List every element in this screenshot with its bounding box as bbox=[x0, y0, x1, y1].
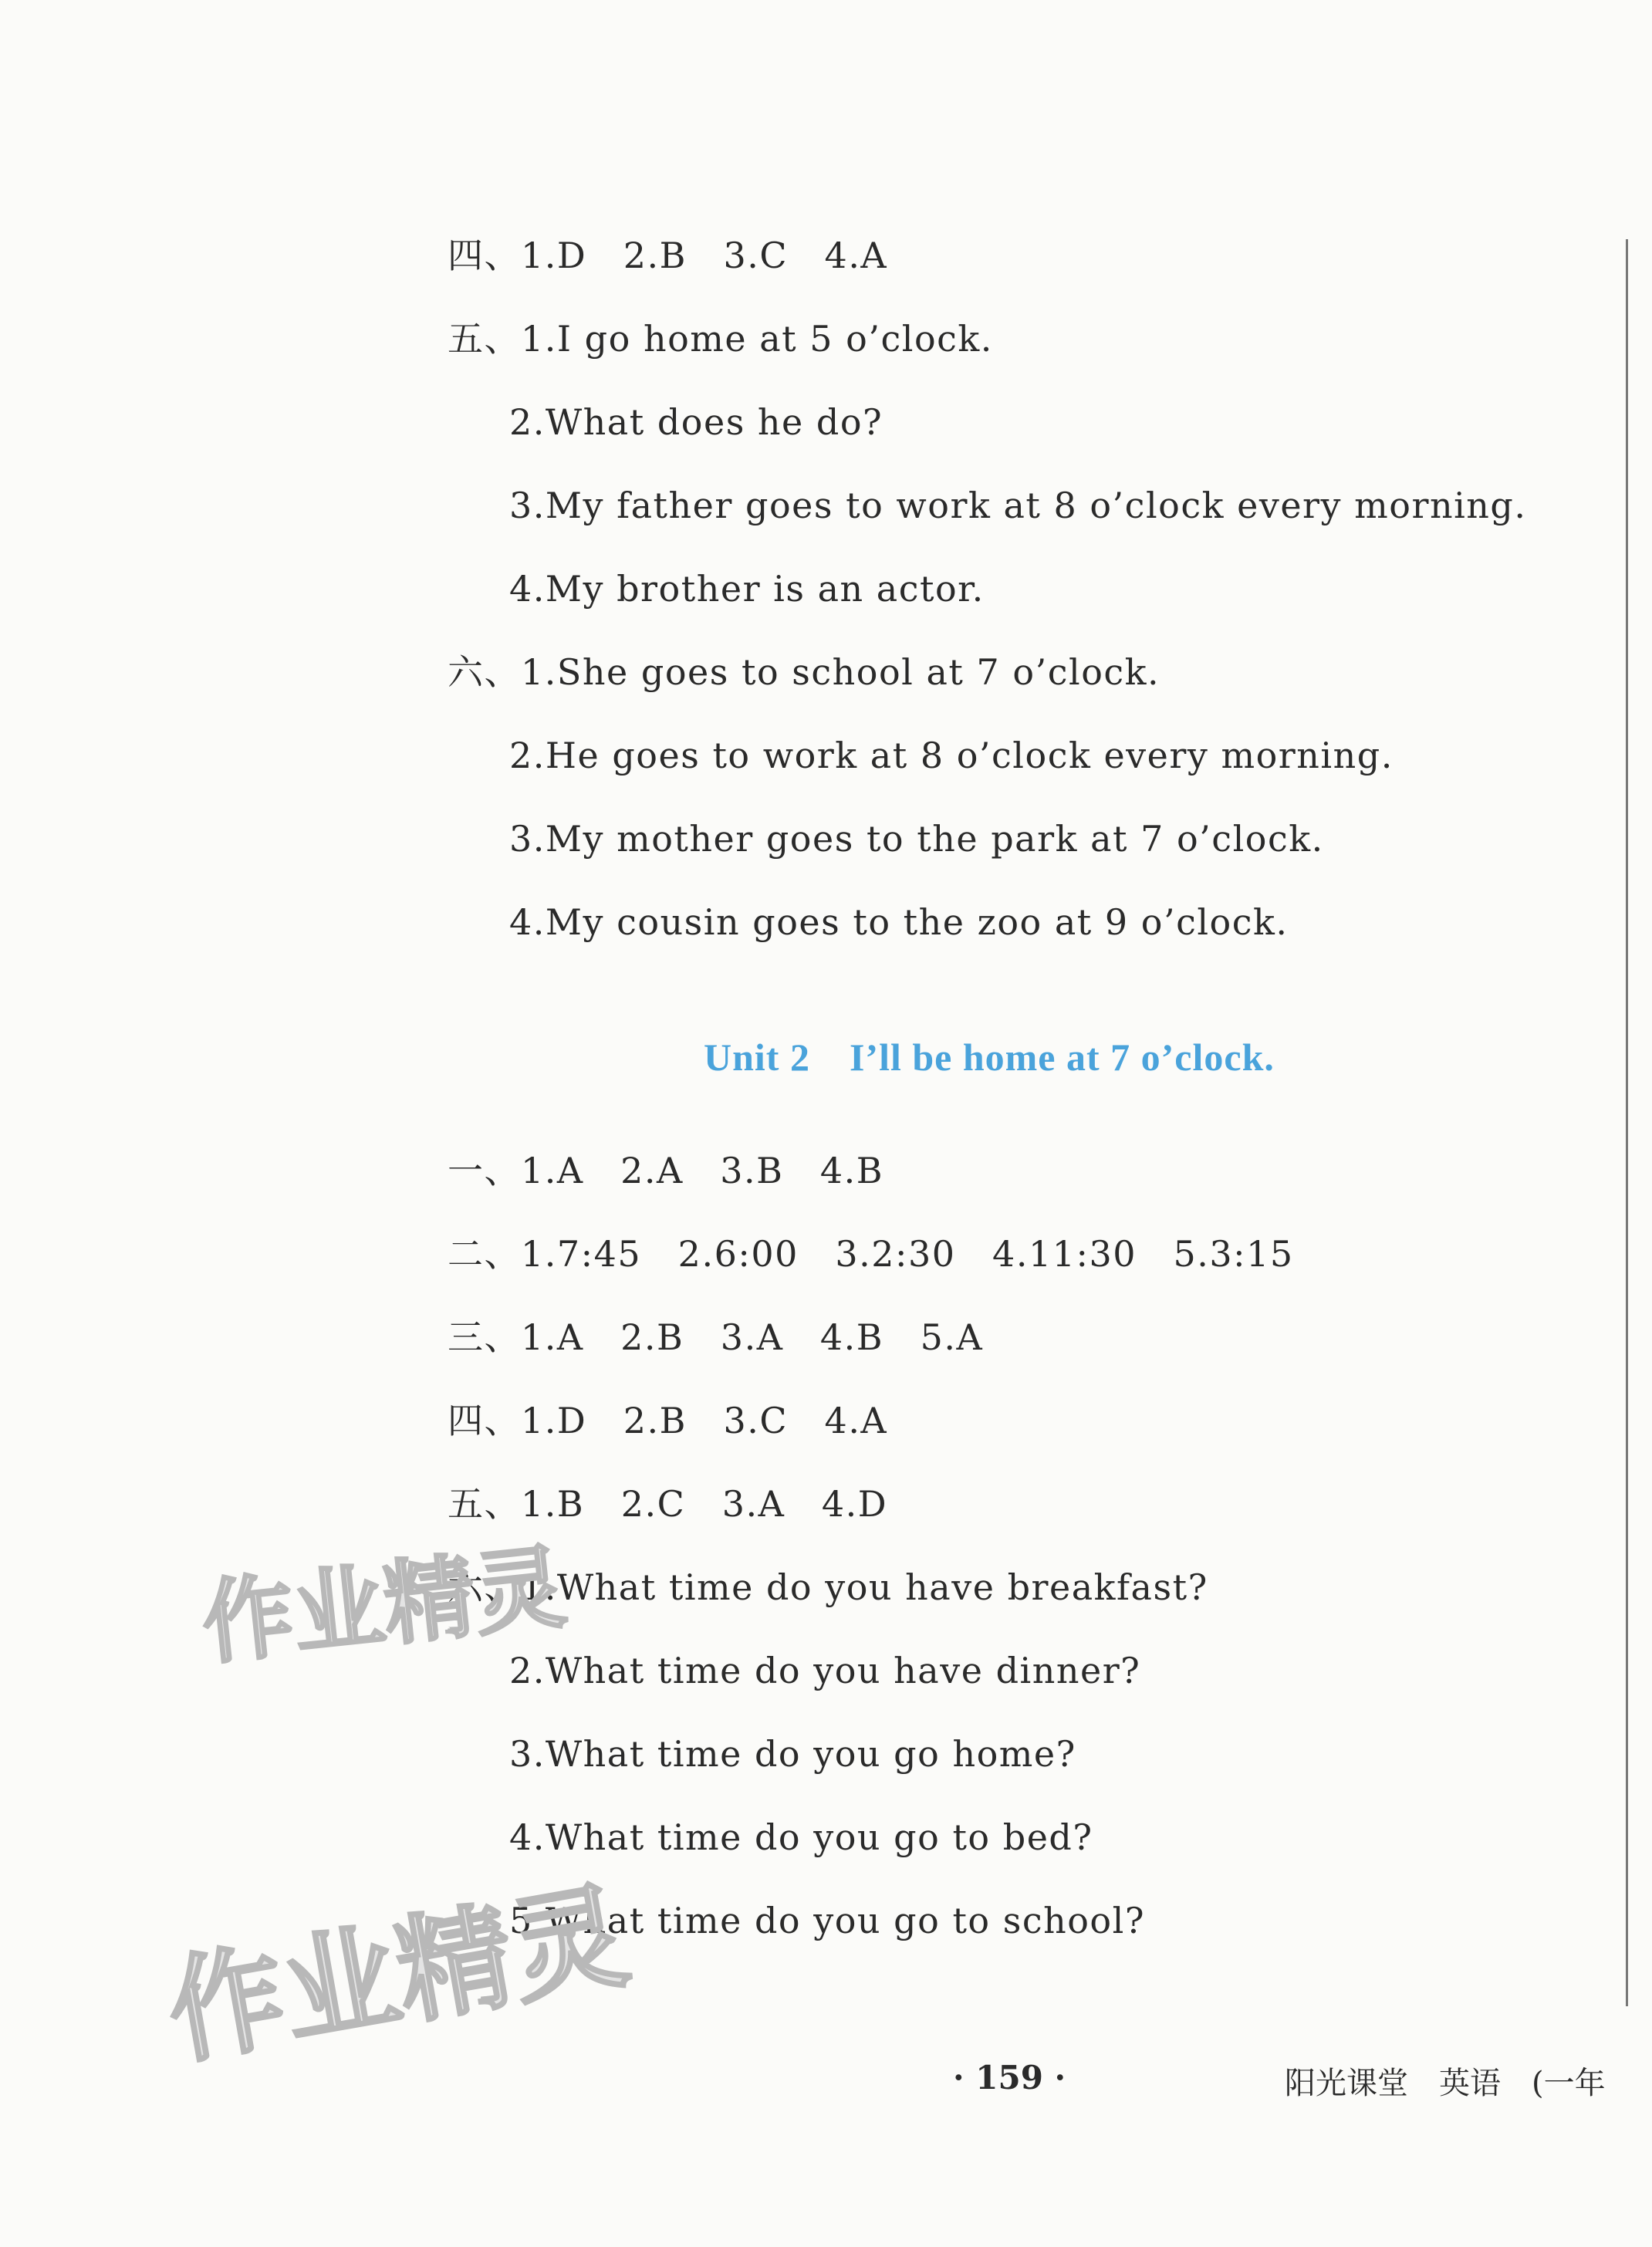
answer-line-prev-6-4: 4.My cousin goes to the zoo at 9 o’clock. bbox=[509, 901, 1289, 943]
answer-line-6-5: 5.What time do you go to school? bbox=[509, 1900, 1146, 1941]
unit-title: Unit 2 I’ll be home at 7 o’clock. bbox=[704, 1036, 1275, 1079]
answer-line-prev-5-2: 2.What does he do? bbox=[509, 401, 883, 443]
answer-line-6-2: 2.What time do you have dinner? bbox=[509, 1650, 1141, 1691]
answer-line-6-3: 3.What time do you go home? bbox=[509, 1733, 1076, 1775]
answer-line-prev-5-1: 五、1.I go home at 5 o’clock. bbox=[448, 318, 993, 360]
watermark-2: 作业精灵 bbox=[158, 1868, 638, 2082]
answer-line-prev-5-4: 4.My brother is an actor. bbox=[509, 568, 985, 610]
answer-line-6-4: 4.What time do you go to bed? bbox=[509, 1816, 1093, 1858]
answer-line-6-1: 六、1.What time do you have breakfast? bbox=[448, 1566, 1208, 1608]
answer-line-prev-6-1: 六、1.She goes to school at 7 o’clock. bbox=[448, 651, 1160, 693]
watermark-1: 作业精灵 bbox=[197, 1532, 571, 1678]
answer-line-prev-6-2: 2.He goes to work at 8 o’clock every morning. bbox=[509, 735, 1394, 776]
answer-line-2: 二、1.7:45 2.6:00 3.2:30 4.11:30 5.3:15 bbox=[448, 1233, 1294, 1275]
answer-line-4: 四、1.D 2.B 3.C 4.A bbox=[448, 1400, 888, 1441]
page-number: · 159 · bbox=[953, 2059, 1066, 2097]
book-title: 阳光课堂 英语 (一年 bbox=[1285, 2066, 1606, 2101]
answer-line-5: 五、1.B 2.C 3.A 4.D bbox=[448, 1483, 888, 1525]
answer-line-3: 三、1.A 2.B 3.A 4.B 5.A bbox=[448, 1316, 984, 1358]
answer-line-prev-5-3: 3.My father goes to work at 8 o’clock every morning. bbox=[509, 485, 1527, 526]
answer-line-prev-4: 四、1.D 2.B 3.C 4.A bbox=[448, 235, 888, 276]
answer-line-prev-6-3: 3.My mother goes to the park at 7 o’clock. bbox=[509, 818, 1324, 860]
answer-line-1: 一、1.A 2.A 3.B 4.B bbox=[448, 1150, 884, 1191]
vertical-rule bbox=[1626, 239, 1628, 2006]
